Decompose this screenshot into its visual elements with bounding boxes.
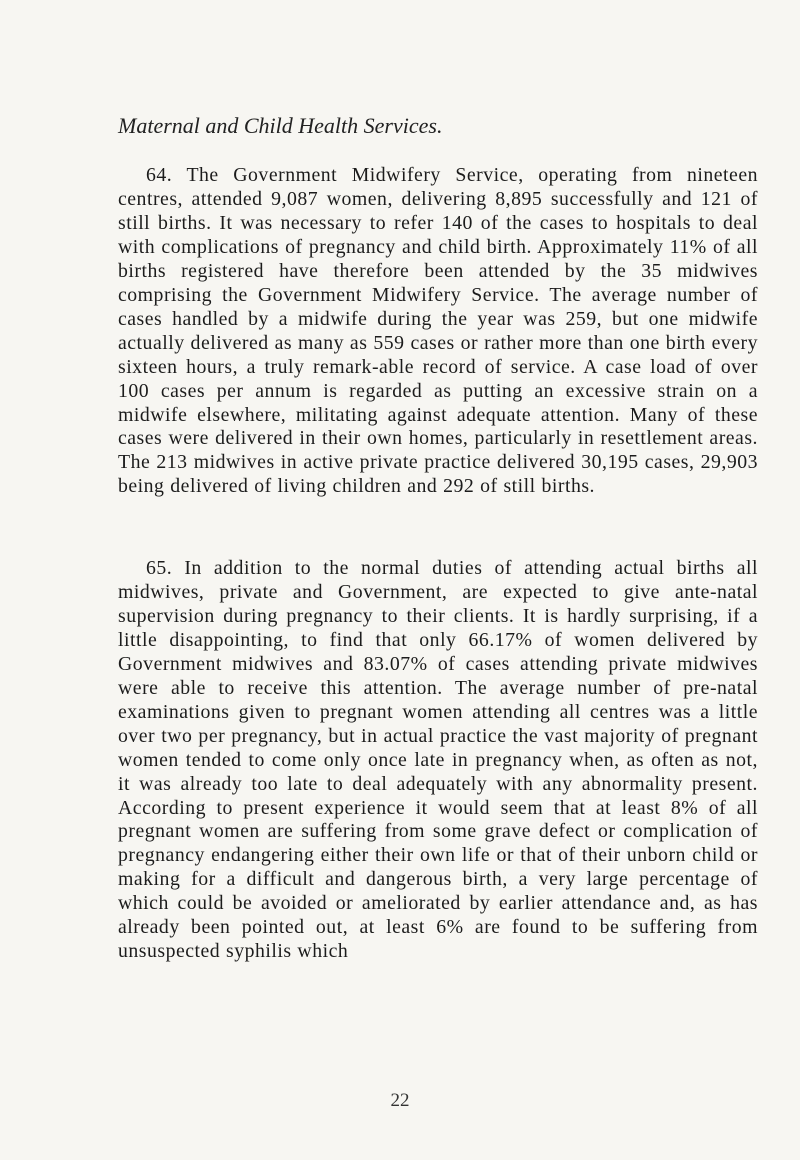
paragraph-65	[118, 557, 758, 964]
section-heading: Maternal and Child Health Services.	[118, 113, 443, 138]
page-number: 22	[390, 1090, 410, 1111]
paragraph-64-text: 64. The Government Midwifery Service, operating from nineteen centres, attended 9,087 women, delivering 8,895 successfully and 121 of still births. It was necessary to refer 140 of the cases to hospitals to deal with complications of pregnancy and child birth. Approximately 11% of all births registered have therefore been attended by the 35 midwives comprising the Government Midwifery Service. The average number of cases handled by a midwife during the year was 259, but one midwife actually delivered as many as 559 cases or rather more than one birth every sixteen hours, a truly remark-able record of service. A case load of over 100 cases per annum is regarded as putting an excessive strain on a midwife elsewhere, militating against adequate attention. Many of these cases were delivered in their own homes, particularly in resettlement areas. The 213 midwives in active private practice delivered 30,195 cases, 29,903 being delivered of living children and 292 of still births.	[118, 164, 758, 498]
paragraph-65-text: 65. In addition to the normal duties of attending actual births all midwives, private and Government, are expected to give ante-natal supervision during pregnancy to their clients. It is hardly surprising, if a little disappointing, to find that only 66.17% of women delivered by Government midwives and 83.07% of cases attending private midwives were able to receive this attention. The average number of pre-natal examinations given to pregnant women attending all centres was a little over two per pregnancy, but in actual practice the vast majority of pregnant women tended to come only once late in pregnancy when, as often as not, it was already too late to deal adequately with any abnormality present. According to present experience it would seem that at least 8% of all pregnant women are suffering from some grave defect or complication of pregnancy endangering either their own life or that of their unborn child or making for a difficult and dangerous birth, a very large percentage of which could be avoided or ameliorated by earlier attendance and, as has already been pointed out, at least 6% are found to be suffering from unsuspected syphilis which	[118, 557, 758, 963]
paragraph-64	[118, 164, 758, 499]
